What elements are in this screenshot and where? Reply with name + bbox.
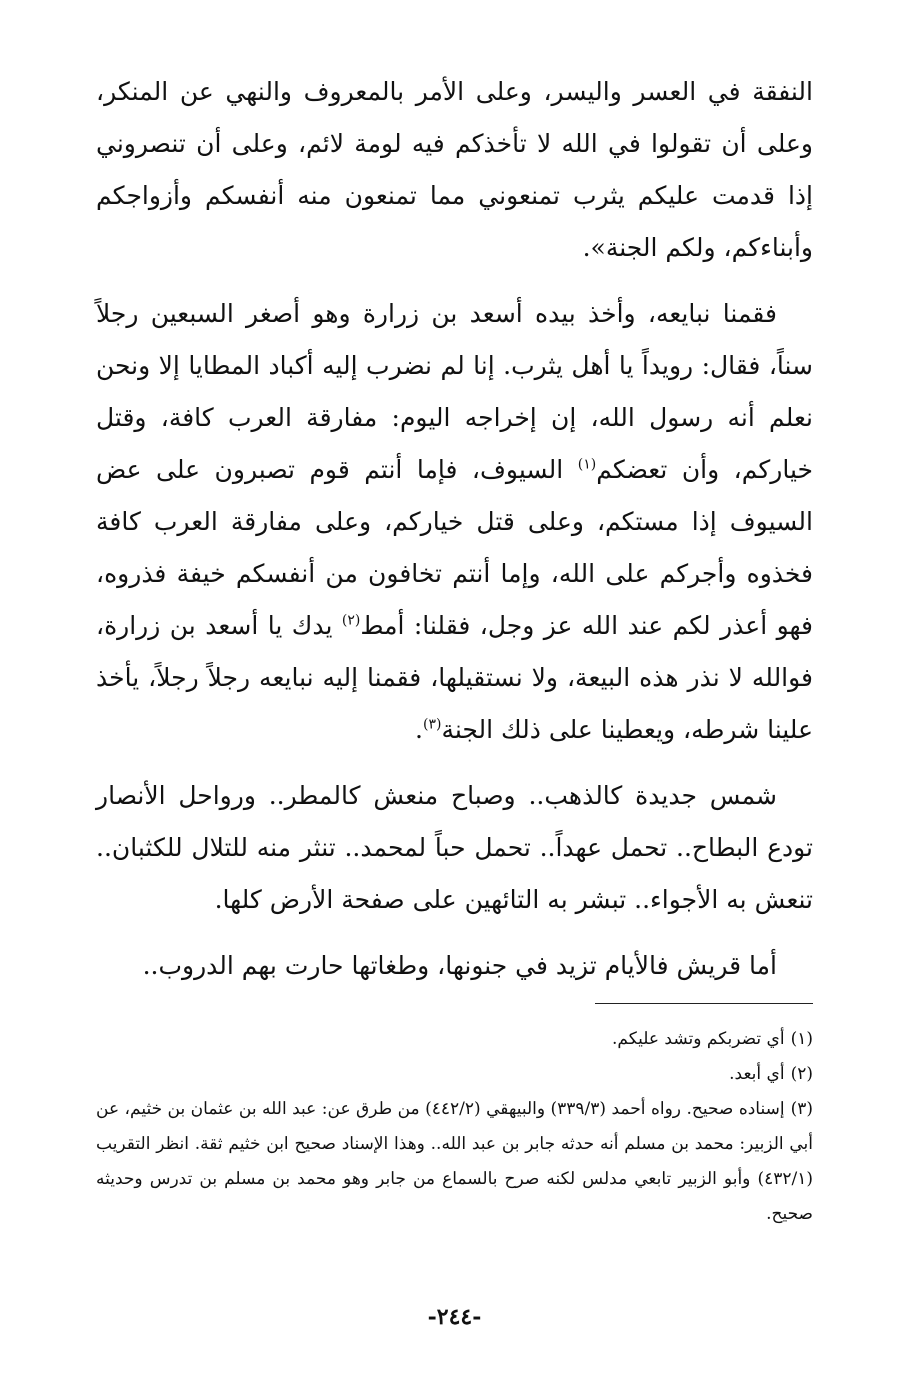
footnote-ref-2: (٢)	[341, 612, 361, 629]
paragraph-2-text-a: فقمنا نبايعه، وأخذ بيده أسعد بن زرارة وهو أصغر السبعين رجلاً سناً، فقال: رويداً يا أهل يثرب. إنا لم نضرب إليه أكباد المطايا إلا ونحن نعلم أنه رسول الله، إن إخراجه اليوم: مفارقة العرب كافة، وقتل خياركم، وأن تعضكم	[96, 299, 813, 484]
paragraph-3: شمس جديدة كالذهب.. وصباح منعش كالمطر.. ورواحل الأنصار تودع البطاح.. تحمل عهداً.. تحمل حباً لمحمد.. تنثر منه للتلال للكثبان.. تنعش به الأجواء.. تبشر به التائهين على صفحة الأرض كلها.	[96, 781, 813, 914]
paragraph-2-end: .	[415, 715, 423, 744]
page-number: -٢٤٤-	[427, 1304, 482, 1330]
footnote-1-text: أي تضربكم وتشد عليكم.	[612, 1029, 785, 1049]
footnotes	[96, 1022, 813, 1232]
main-text	[96, 66, 813, 992]
footnote-3-number: (٣)	[790, 1099, 813, 1119]
paragraph-4: أما قريش فالأيام تزيد في جنونها، وطغاتها حارت بهم الدروب..	[142, 951, 777, 980]
footnote-1-number: (١)	[790, 1029, 813, 1049]
footnote-ref-1: (١)	[577, 456, 597, 473]
footnote-ref-3: (٣)	[422, 716, 442, 733]
footnote-1	[96, 1022, 813, 1057]
paragraph-2	[96, 288, 813, 756]
footnote-2-text: أي أبعد.	[729, 1064, 785, 1084]
paragraph-2-text-c: يدك يا أسعد بن زرارة، فوالله لا نذر هذه البيعة، ولا نستقيلها، فقمنا إليه نبايعه رجلاً رجلاً، يأخذ علينا شرطه، ويعطينا على ذلك الجنة	[96, 611, 813, 744]
paragraph-2-text-b: السيوف، فإما أنتم قوم تصبرون على عض السيوف إذا مستكم، وعلى قتل خياركم، وعلى مفارقة العرب كافة فخذوه وأجركم على الله، وإما أنتم تخافون من أنفسكم خيفة فذروه، فهو أعذر لكم عند الله عز وجل، فقلنا: أمط	[96, 455, 813, 640]
footnote-2-number: (٢)	[790, 1064, 813, 1084]
footnote-3	[96, 1092, 813, 1232]
footnote-2	[96, 1057, 813, 1092]
footnote-separator	[595, 1003, 813, 1004]
paragraph-1: النفقة في العسر واليسر، وعلى الأمر بالمعروف والنهي عن المنكر، وعلى أن تقولوا في الله لا تأخذكم فيه لومة لائم، وعلى أن تنصروني إذا قدمت عليكم يثرب تمنعوني مما تمنعون منه أنفسكم وأزواجكم وأبناءكم، ولكم الجنة».	[96, 77, 813, 262]
footnote-3-text: إسناده صحيح. رواه أحمد (٣٣٩/٣) والبيهقي (٤٤٢/٢) من طرق عن: عبد الله بن عثمان بن خثيم، عن أبي الزبير: محمد بن مسلم أنه حدثه جابر بن عبد الله.. وهذا الإسناد صحيح ابن خثيم ثقة. انظر التقريب (٤٣٢/١) وأبو الزبير تابعي مدلس لكنه صرح بالسماع من جابر وهو محمد بن مسلم بن تدرس وحديثه صحيح.	[96, 1099, 813, 1224]
